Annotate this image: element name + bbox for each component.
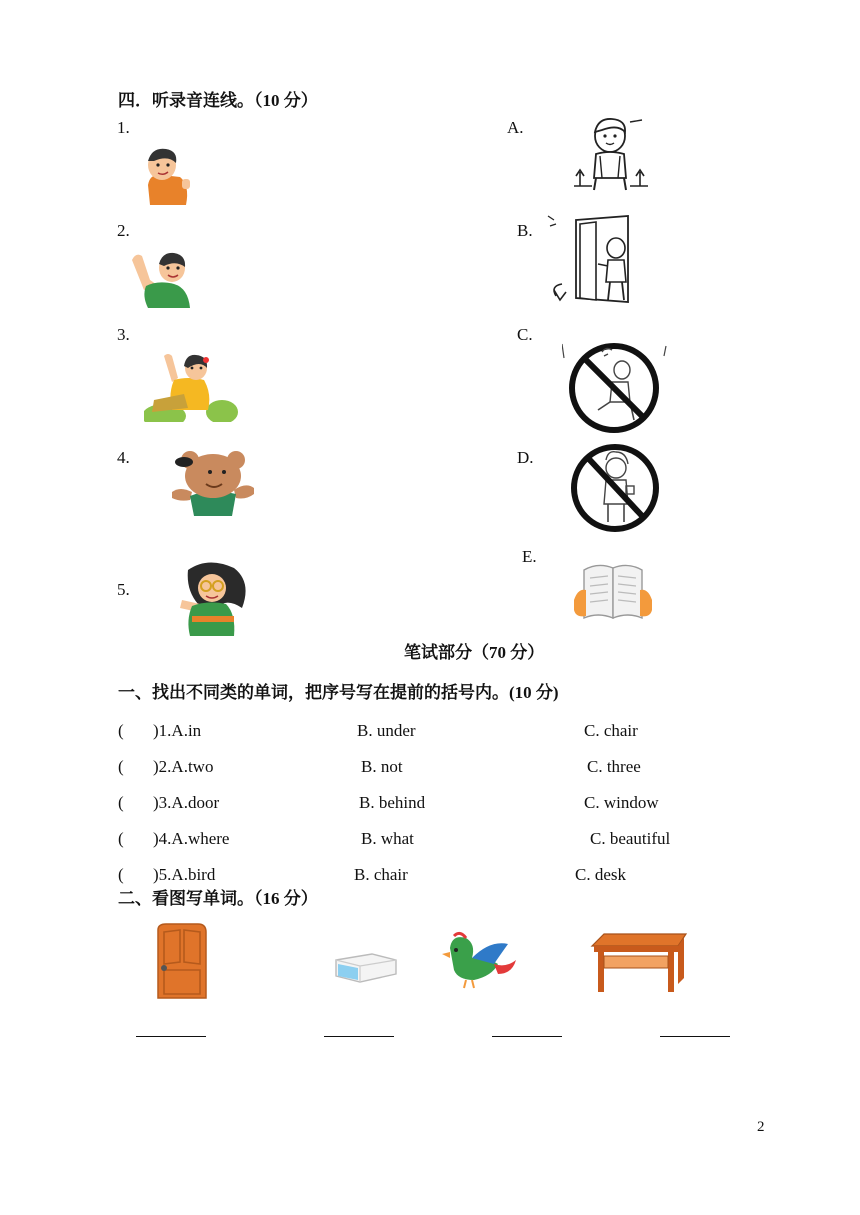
eraser-icon: [330, 950, 400, 986]
row-1-paren: (: [118, 721, 124, 740]
row-2-paren: (: [118, 757, 124, 776]
row-5-paren: (: [118, 865, 124, 884]
item-letter-b: B.: [517, 221, 533, 240]
row-3-paren: (: [118, 793, 124, 812]
row-3-option-a: )3.A.door: [153, 793, 220, 812]
section2-title: 二、看图写单词。（16 分）: [118, 889, 318, 908]
bird-icon: [432, 930, 518, 992]
row-4-option-c: C. beautiful: [590, 829, 671, 848]
desk-icon: [590, 930, 690, 996]
section4-title: 四．听录音连线。（10 分）: [118, 91, 318, 110]
answer-blank-1[interactable]: [136, 1026, 206, 1037]
girl-open-door-icon: [546, 212, 636, 308]
row-2-option-b: B. not: [361, 757, 403, 776]
item-number-4: 4.: [117, 448, 130, 467]
item-number-2: 2.: [117, 221, 130, 240]
section1-title: 一、找出不同类的单词，把序号写在提前的括号内。(10 分): [118, 683, 559, 702]
row-1-option-b: B. under: [357, 721, 416, 740]
row-4-option-b: B. what: [361, 829, 414, 848]
item-number-3: 3.: [117, 325, 130, 344]
row-2-option-c: C. three: [587, 757, 641, 776]
item-letter-e: E.: [522, 547, 537, 566]
row-4-paren: (: [118, 829, 124, 848]
row-5-option-c: C. desk: [575, 865, 626, 884]
boy-head-orange-icon: [140, 145, 195, 207]
girl-waving-swing-icon: [144, 350, 238, 422]
item-letter-c: C.: [517, 325, 533, 344]
row-1-option-a: )1.A.in: [153, 721, 202, 740]
written-part-title: 笔试部分（70 分）: [404, 643, 545, 662]
row-2-option-a: )2.A.two: [153, 757, 214, 776]
row-4-option-a: )4.A.where: [153, 829, 230, 848]
answer-blank-2[interactable]: [324, 1026, 394, 1037]
door-icon: [154, 922, 208, 1002]
row-1-option-c: C. chair: [584, 721, 638, 740]
answer-blank-4[interactable]: [660, 1026, 730, 1037]
item-letter-a: A.: [507, 118, 524, 137]
item-number-1: 1.: [117, 118, 130, 137]
row-3-option-b: B. behind: [359, 793, 426, 812]
no-stand-up-icon: [562, 340, 668, 436]
row-5-option-b: B. chair: [354, 865, 408, 884]
no-open-icon: [566, 442, 664, 534]
answer-blank-3[interactable]: [492, 1026, 562, 1037]
row-5-option-a: )5.A.bird: [153, 865, 216, 884]
boy-waving-green-icon: [128, 250, 196, 308]
bear-arms-open-icon: [170, 448, 256, 520]
row-3-option-c: C. window: [584, 793, 659, 812]
page-number: 2: [757, 1119, 765, 1135]
item-number-5: 5.: [117, 580, 130, 599]
open-book-icon: [570, 560, 656, 622]
girl-glasses-icon: [178, 560, 250, 636]
boy-sit-down-icon: [570, 112, 654, 196]
item-letter-d: D.: [517, 448, 534, 467]
